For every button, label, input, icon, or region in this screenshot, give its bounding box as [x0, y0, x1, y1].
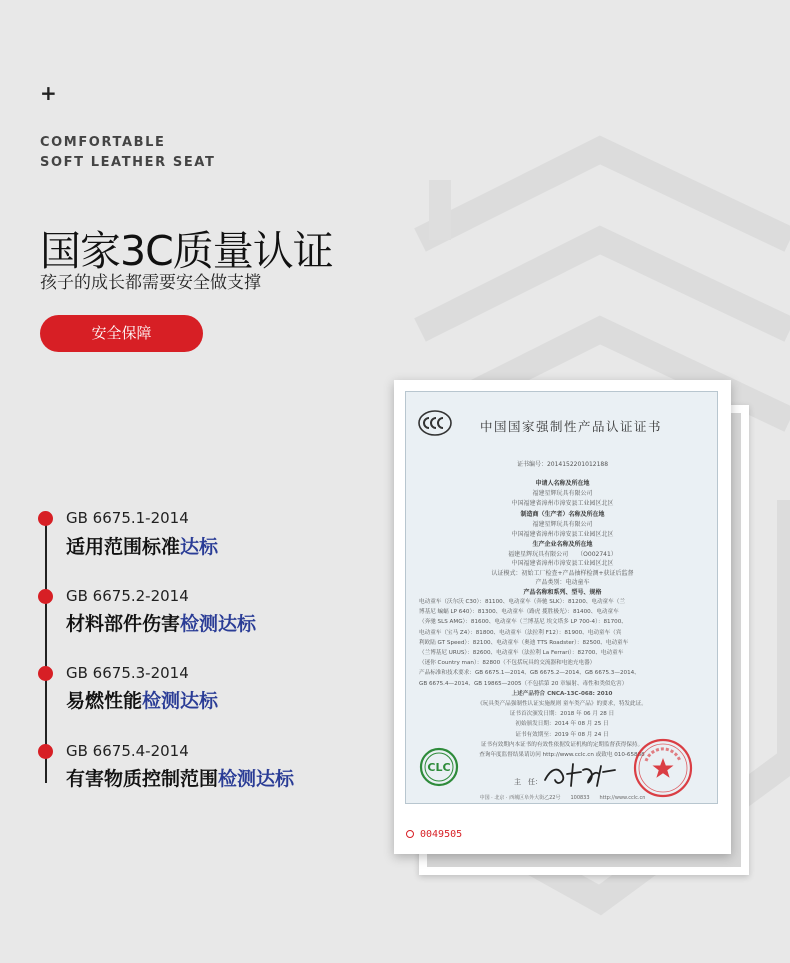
standard-desc-text: 有害物质控制范围: [66, 768, 219, 790]
cert-body-line: 证书有效期至：2019 年 08 月 24 日: [515, 731, 609, 738]
certificate-serial: [406, 829, 462, 840]
factory-label: 生产企业名称及所在地: [532, 541, 593, 548]
cert-body-line: 查询年度监督结果请访问 http://www.cclc.cn 或致电 010-65888: [479, 752, 645, 759]
cert-body-line: （迷你 Country man）：82800（不包括玩具的交流器和电池充电器）: [419, 660, 596, 667]
cert-body-line: 证书首次颁发日期：2018 年 06 月 28 日: [509, 711, 615, 718]
cert-body-line: 《玩具类产品强制性认证实施规则 童车类产品》的要求，特发此证。: [477, 701, 647, 708]
certificate-image: [394, 380, 731, 854]
standard-desc: [66, 686, 218, 713]
cert-body-line: 证书有效期内本证书的有效性依据发证机构的定期监督获得保持。: [480, 741, 644, 748]
bullet-dot-icon: [38, 666, 53, 681]
applicant-label: 申请人名称及所在地: [535, 480, 590, 487]
plus-icon: +: [40, 81, 57, 105]
manufacturer-name: 福建星辉玩具有限公司: [532, 521, 593, 528]
tagline-en-1: COMFORTABLE: [40, 135, 166, 150]
clc-logo-icon: [419, 747, 459, 787]
cert-body-line: 上述产品符合 CNCA-13C-068: 2010: [511, 690, 613, 697]
serial-number: 0049505: [420, 829, 463, 840]
cert-body-line: （奔驰 SLS AMG）：81600、电动童车（兰博基尼 埃文塔多 LP 700-4）：81700、: [419, 619, 627, 626]
cert-body-line: （兰博基尼 URUS）：82600、电动童车（法拉利 La Ferrari）：82700、电动童车: [419, 650, 624, 657]
product-label: 产品名称和系列、型号、规格: [523, 589, 602, 596]
standard-desc-highlight: 检测达标: [218, 768, 295, 790]
page-subtitle: 孩子的成长都需要安全做支撑: [40, 273, 261, 293]
tagline-en-2: SOFT LEATHER SEAT: [40, 155, 216, 170]
standard-desc-highlight: 检测达标: [142, 690, 219, 712]
standard-code: GB 6675.2-2014: [66, 587, 189, 605]
certificate-body: [419, 597, 705, 760]
standard-desc-highlight: 检测达标: [180, 613, 257, 635]
product-category: 产品类别：电动童车: [535, 579, 590, 586]
cert-mode: 认证模式：初始工厂检查+产品抽样检测+获证后监督: [491, 570, 634, 577]
standard-desc-text: 材料部件伤害: [66, 613, 181, 635]
ccc-logo-icon: [418, 410, 452, 436]
cert-number: 证书编号：2014152201012188: [516, 461, 609, 468]
cert-body-line: 利欧陆 GT Speed）：82100、电动童车（奥迪 TTS Roadster）：82500、电动童车: [419, 639, 629, 646]
red-seal-image: [632, 737, 694, 799]
manufacturer-label: 制造商（生产者）名称及所在地: [520, 511, 605, 518]
standard-desc-text: 适用范围标准: [66, 536, 181, 558]
cert-body-line: GB 6675.4—2014、GB 19865—2005（不包括第 20 章辐射、毒性和类似危害）: [419, 680, 628, 687]
factory-address: 中国福建省漳州市漳安县工业园区北区: [511, 560, 614, 567]
cert-body-line: 博基尼 蝙蝠 LP 640）：81300、电动童车（路虎 揽胜极光）：81400、电动童车: [419, 609, 619, 616]
cert-body-line: 电动童车（沃尔沃 C30）：81100、电动童车（奔驰 SLK）：81200、电动童车（兰: [419, 599, 625, 605]
applicant-name: 福建星辉玩具有限公司: [532, 490, 593, 497]
factory-name: 福建星辉玩具有限公司 （O002741）: [508, 551, 617, 558]
standard-code: GB 6675.4-2014: [66, 742, 189, 760]
bullet-dot-icon: [38, 744, 53, 759]
bullet-dot-icon: [38, 589, 53, 604]
serial-circle-icon: [406, 830, 414, 838]
certificate-title: 中国国家强制性产品认证证书: [480, 419, 663, 434]
page-title: 国家3C质量认证: [40, 227, 333, 275]
standard-code: GB 6675.1-2014: [66, 509, 189, 527]
signer-label: 主 任：: [514, 778, 542, 786]
cert-body-line: 初始颁发日期：2014 年 08 月 25 日: [515, 721, 609, 728]
manufacturer-address: 中国福建省漳州市漳安县工业园区北区: [511, 531, 614, 538]
cert-body-line: 产品标准和技术要求：GB 6675.1—2014、GB 6675.2—2014、GB 6675.3—2014、: [419, 670, 640, 677]
standard-code: GB 6675.3-2014: [66, 664, 189, 682]
safety-guarantee-button[interactable]: 安全保障: [40, 315, 203, 352]
standard-desc-text: 易燃性能: [66, 690, 143, 712]
signature-image: [541, 760, 621, 790]
cert-body-line: 电动童车（宝马 Z4）：81800、电动童车（法拉利 F12）：81900、电动童车（宾: [419, 629, 622, 636]
standard-desc: [66, 532, 218, 559]
standard-desc-highlight: 达标: [180, 536, 219, 558]
standard-desc: [66, 764, 294, 791]
applicant-address: 中国福建省漳州市漳安县工业园区北区: [511, 500, 614, 507]
certificate-footer: 中国 · 北京 · 西城区阜外大街乙22号 100833 http://www.cclc.cn: [479, 795, 646, 801]
svg-text:CLC: CLC: [427, 761, 451, 774]
standard-desc: [66, 609, 256, 636]
bullet-dot-icon: [38, 511, 53, 526]
certificate-sheet: [405, 391, 718, 804]
